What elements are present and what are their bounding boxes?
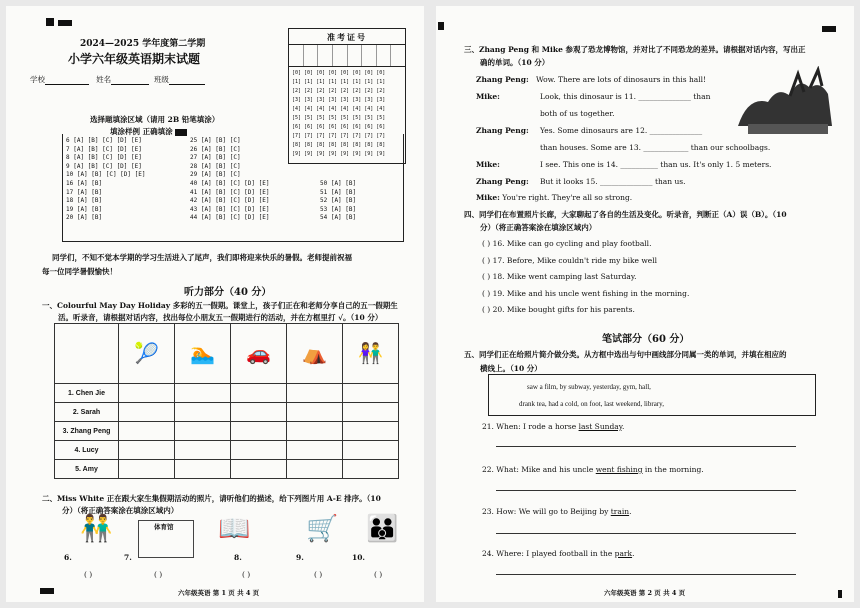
answer-bubbles-col3[interactable]: 50 [A] [B] 51 [A] [B] 52 [A] [B] 53 [A] [B] 54 [A] [B] (320, 180, 357, 222)
word-bank-box (488, 374, 816, 416)
page-footer: 六年级英语 第 2 页 共 4 页 (604, 589, 686, 597)
answer-paren[interactable]: ( ) (374, 570, 383, 579)
registration-mark (40, 588, 54, 594)
tent-icon: ⛺ (302, 343, 327, 365)
dialog-line: Zhang Peng: (476, 126, 529, 135)
tennis-player-icon: 🎾 (134, 343, 159, 365)
exam-term: 2024—2025 学年度第二学期 (80, 39, 206, 49)
listening-section-title: 听力部分（40 分） (184, 287, 272, 298)
picture-number: 9. (296, 553, 304, 562)
answer-line-24[interactable] (496, 574, 796, 575)
exam-page-2 (436, 6, 854, 602)
true-false-item[interactable]: ( ) 18. Mike went camping last Saturday. (482, 272, 637, 281)
driving-icon: 🚗 (246, 343, 271, 365)
true-false-item[interactable]: ( ) 20. Mike bought gifts for his parents. (482, 305, 635, 314)
boys-picture-icon: 👬 (80, 514, 113, 544)
fill-sample: 填涂样例 正确填涂 (110, 126, 187, 137)
answer-paren[interactable]: ( ) (84, 570, 93, 579)
dialog-line: Zhang Peng: Wow. There are lots of dinosaurs in this hall! (476, 75, 707, 84)
registration-mark (838, 590, 842, 598)
reading-child-icon: 📖 (218, 514, 251, 544)
answer-line-22[interactable] (496, 490, 796, 491)
page-footer: 六年级英语 第 1 页 共 4 页 (178, 589, 260, 597)
word-bank-row: saw a film, by subway, yesterday, gym, hall, (527, 383, 651, 391)
intro-line-1: 同学们，不知不觉本学期的学习生活进入了尾声，我们即将迎来快乐的暑假。老师提前祝福 (52, 253, 352, 262)
answer-line-23[interactable] (496, 533, 796, 534)
dialog-line: Zhang Peng: (476, 177, 529, 186)
answer-paren[interactable]: ( ) (154, 570, 163, 579)
exam-page-1 (6, 6, 424, 602)
family-picture-icon: 👪 (366, 514, 399, 544)
answer-bubbles-col2[interactable]: 25 [A] [B] [C] 26 [A] [B] [C] 27 [A] [B] [C] 28 [A] [B] [C] 29 [A] [B] [C] 40 [A] [B] [C] [D] [E] 41 [A] [B] [C] [D] [E] 42 [A] [B] [C] [D] [E] 43 [A] [B] [C] [D] [E] 44 [A] [B] [C] [D] [E] (190, 137, 270, 222)
picture-number: 8. (234, 553, 242, 562)
true-false-item[interactable]: ( ) 17. Before, Mike couldn't ride my bike well (482, 256, 658, 265)
activity-table (54, 323, 399, 479)
admission-digit-bubbles[interactable]: [0] [0] [0] [0] [0] [0] [0] [0] [1] [1] [1] [1] [1] [1] [1] [1] [2] [2] [2] [2] [2] [2] [2] [2] [3] [3] [3] [3] [3] [3] [3] [3] [4] [4] [4] [4] [4] [4] [4] [4] [5] [5] [5] [5] [5] [5] [5] [5] [6] [6] [6] [6] [6] [6] [6] [6] [7] [7] [7] [7] [7] [7] [7] [7] [8] [8] [8] [8] [8] [8] [8] [8] [9] [9] [9] [9] [9] [9] [9] [9] (292, 70, 386, 157)
picture-number: 7. (124, 553, 132, 562)
question-2-line-2: 分）（将正确答案涂在填涂区域内） (62, 506, 179, 515)
true-false-item[interactable]: ( ) 19. Mike and his uncle went fishing in the morning. (482, 289, 690, 298)
question-2-line-1: 二、Miss White 正在跟大家生集假期活动的照片，请听他们的描述，给下列图片用 A-E 排序。（10 (42, 494, 381, 503)
registration-mark (822, 26, 836, 32)
table-row: 2. Sarah (55, 403, 399, 422)
dialog-line: Mike: (476, 92, 500, 101)
intro-line-2: 每一位同学暑假愉快！ (42, 267, 117, 276)
dialog-text[interactable]: I see. This one is 14. __________ than us. It's only 1. 5 meters. (540, 160, 772, 169)
sentence-21: 21. When: I rode a horse last Sunday. (482, 422, 625, 431)
table-row: 5. Amy (55, 460, 399, 479)
student-info-line: 学校 姓名 班级 (30, 74, 205, 85)
dinosaur-illustration-icon (728, 66, 840, 138)
sentence-24: 24. Where: I played football in the park. (482, 549, 635, 558)
registration-mark (46, 18, 54, 26)
registration-mark (58, 20, 72, 26)
sentence-23: 23. How: We will go to Beijing by train. (482, 507, 632, 516)
dialog-text[interactable]: But it looks 15. ______________ than us. (540, 177, 686, 186)
question-5-line-2: 横线上。（10 分） (480, 364, 542, 373)
exam-title: 小学六年级英语期末试题 (68, 52, 201, 66)
question-5-line-1: 五、同学们正在给照片简介做分类。从方框中选出与句中画线部分同属一类的单词，并填在相应的 (464, 350, 787, 359)
picture-number: 6. (64, 553, 72, 562)
sentence-22: 22. What: Mike and his uncle went fishing in the morning. (482, 465, 704, 474)
written-section-title: 笔试部分（60 分） (602, 334, 690, 345)
dialog-text[interactable]: Yes. Some dinosaurs are 12. ______________ (540, 126, 703, 135)
word-bank-row: drank tea, had a cold, on foot, last weekend, library, (519, 400, 664, 408)
table-row: 1. Chen Jie (55, 384, 399, 403)
answer-paren[interactable]: ( ) (314, 570, 323, 579)
dialog-line: Mike: You're right. They're all so strong. (476, 193, 633, 202)
dialog-text: both of us together. (540, 109, 615, 118)
table-row: 4. Lucy (55, 441, 399, 460)
fill-area-title: 选择题填涂区域（请用 2B 铅笔填涂） (90, 115, 220, 124)
answer-line-21[interactable] (496, 446, 796, 447)
answer-bubbles-col1[interactable]: 6 [A] [B] [C] [D] [E] 7 [A] [B] [C] [D] [E] 8 [A] [B] [C] [D] [E] 9 [A] [B] [C] [D] [E] 10 [A] [B] [C] [D] [E] 16 [A] [B] 17 [A] [B] 18 [A] [B] 19 [A] [B] 20 [A] [B] (66, 137, 146, 222)
question-1-line-2: 活。听录音，请根据对话内容，找出每位小朋友五一假期进行的活动，并在方框里打 √。（10 分） (58, 313, 383, 322)
question-4-line-2: 分）（将正确答案涂在填涂区域内） (480, 223, 597, 232)
question-3-line-2: 确的单词。（10 分） (480, 58, 550, 67)
admission-digit-boxes[interactable] (289, 45, 405, 67)
true-false-item[interactable]: ( ) 16. Mike can go cycling and play football. (482, 239, 652, 248)
dialog-line: Mike: (476, 160, 500, 169)
gym-sign: 体育馆 (154, 523, 174, 531)
answer-paren[interactable]: ( ) (242, 570, 251, 579)
question-1-line-1: 一、Colourful May Day Holiday 多彩的五一假期。课堂上，孩子们正在和老师分享自己的五一假期生 (42, 301, 398, 310)
dialog-text[interactable]: Look, this dinosaur is 11. ______________ than (540, 92, 711, 101)
admission-title: 准考证号 (289, 29, 405, 45)
question-3-line-1: 三、Zhang Peng 和 Mike 参观了恐龙博物馆，并对比了不同恐龙的差异。请根据对话内容，写出正 (464, 45, 806, 54)
dialog-text[interactable]: than houses. Some are 13. ____________ than our schoolbags. (540, 143, 771, 152)
registration-mark (438, 22, 444, 30)
table-row: 3. Zhang Peng (55, 422, 399, 441)
swimming-icon: 🏊 (190, 343, 215, 365)
picture-number: 10. (352, 553, 366, 562)
children-icon: 👫 (358, 343, 383, 365)
shopping-icon: 🛒 (306, 514, 339, 544)
answer-sheet-frame (62, 134, 404, 242)
question-4-line-1: 四、同学们在布置照片长廊，大家聊起了各自的生活及变化。听录音，判断正（A）误（B）。（10 (464, 210, 787, 219)
